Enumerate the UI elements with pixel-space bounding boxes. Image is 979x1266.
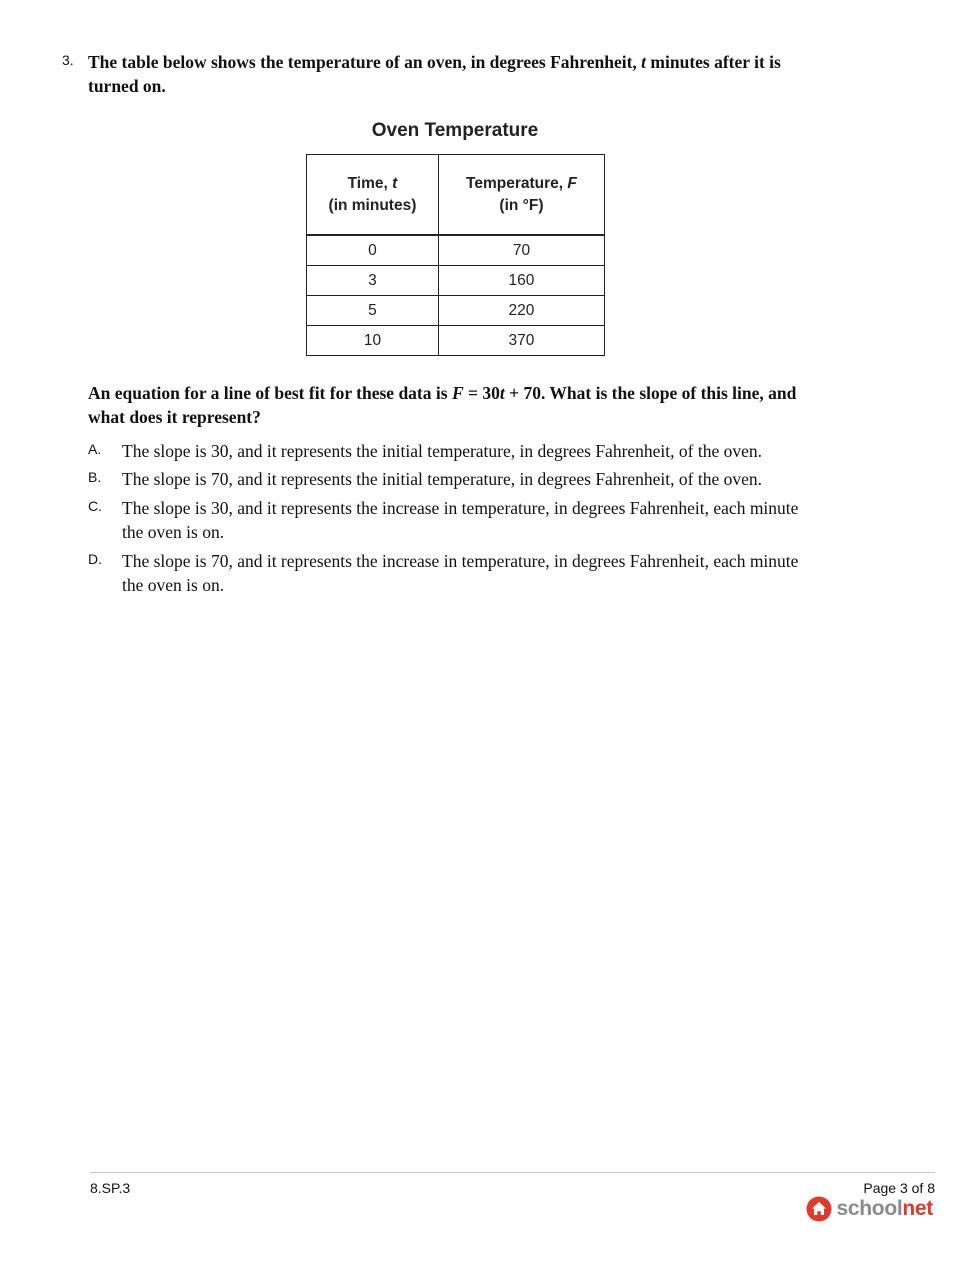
page-number: Page 3 of 8 bbox=[863, 1180, 935, 1196]
question-number: 3. bbox=[62, 52, 74, 68]
table-row bbox=[307, 235, 605, 266]
choice-letter: B. bbox=[88, 469, 102, 485]
choice-letter: D. bbox=[88, 551, 102, 567]
table-title: Oven Temperature bbox=[371, 120, 539, 141]
oven-temperature-table bbox=[306, 154, 605, 356]
choice-letter: A. bbox=[88, 441, 102, 457]
table-row bbox=[307, 296, 605, 326]
choice-text: The slope is 70, and it represents the initial temperature, in degrees Fahrenheit, of the oven. bbox=[122, 469, 763, 489]
cell-time: 10 bbox=[307, 326, 439, 356]
standard-code: 8.SP.3 bbox=[90, 1180, 131, 1196]
question-stem: The table below shows the temperature of an oven, in degrees Fahrenheit, t minutes after it is turned on. bbox=[88, 52, 781, 96]
question-prompt: An equation for a line of best fit for these data is F = 30t + 70. What is the slope of this line, and what does it represent? bbox=[88, 383, 797, 427]
house-icon bbox=[806, 1196, 832, 1222]
header-time: Time, t (in minutes) bbox=[307, 155, 439, 236]
header-temperature: Temperature, F (in °F) bbox=[438, 155, 604, 236]
cell-temperature: 370 bbox=[438, 326, 604, 356]
schoolnet-logo: schoolnet bbox=[806, 1196, 934, 1222]
table-row bbox=[307, 266, 605, 296]
choice-text: The slope is 70, and it represents the increase in temperature, in degrees Fahrenheit, each minute the oven is on. bbox=[122, 551, 799, 595]
choice-text: The slope is 30, and it represents the increase in temperature, in degrees Fahrenheit, each minute the oven is on. bbox=[122, 498, 799, 542]
choice-text: The slope is 30, and it represents the initial temperature, in degrees Fahrenheit, of the oven. bbox=[122, 441, 763, 461]
variable-t: t bbox=[641, 52, 647, 72]
cell-time: 0 bbox=[307, 235, 439, 266]
footer-divider bbox=[90, 1172, 935, 1173]
choice-letter: C. bbox=[88, 498, 102, 514]
cell-temperature: 160 bbox=[438, 266, 604, 296]
cell-time: 3 bbox=[307, 266, 439, 296]
cell-temperature: 70 bbox=[438, 235, 604, 266]
cell-temperature: 220 bbox=[438, 296, 604, 326]
table-row bbox=[307, 326, 605, 356]
cell-time: 5 bbox=[307, 296, 439, 326]
